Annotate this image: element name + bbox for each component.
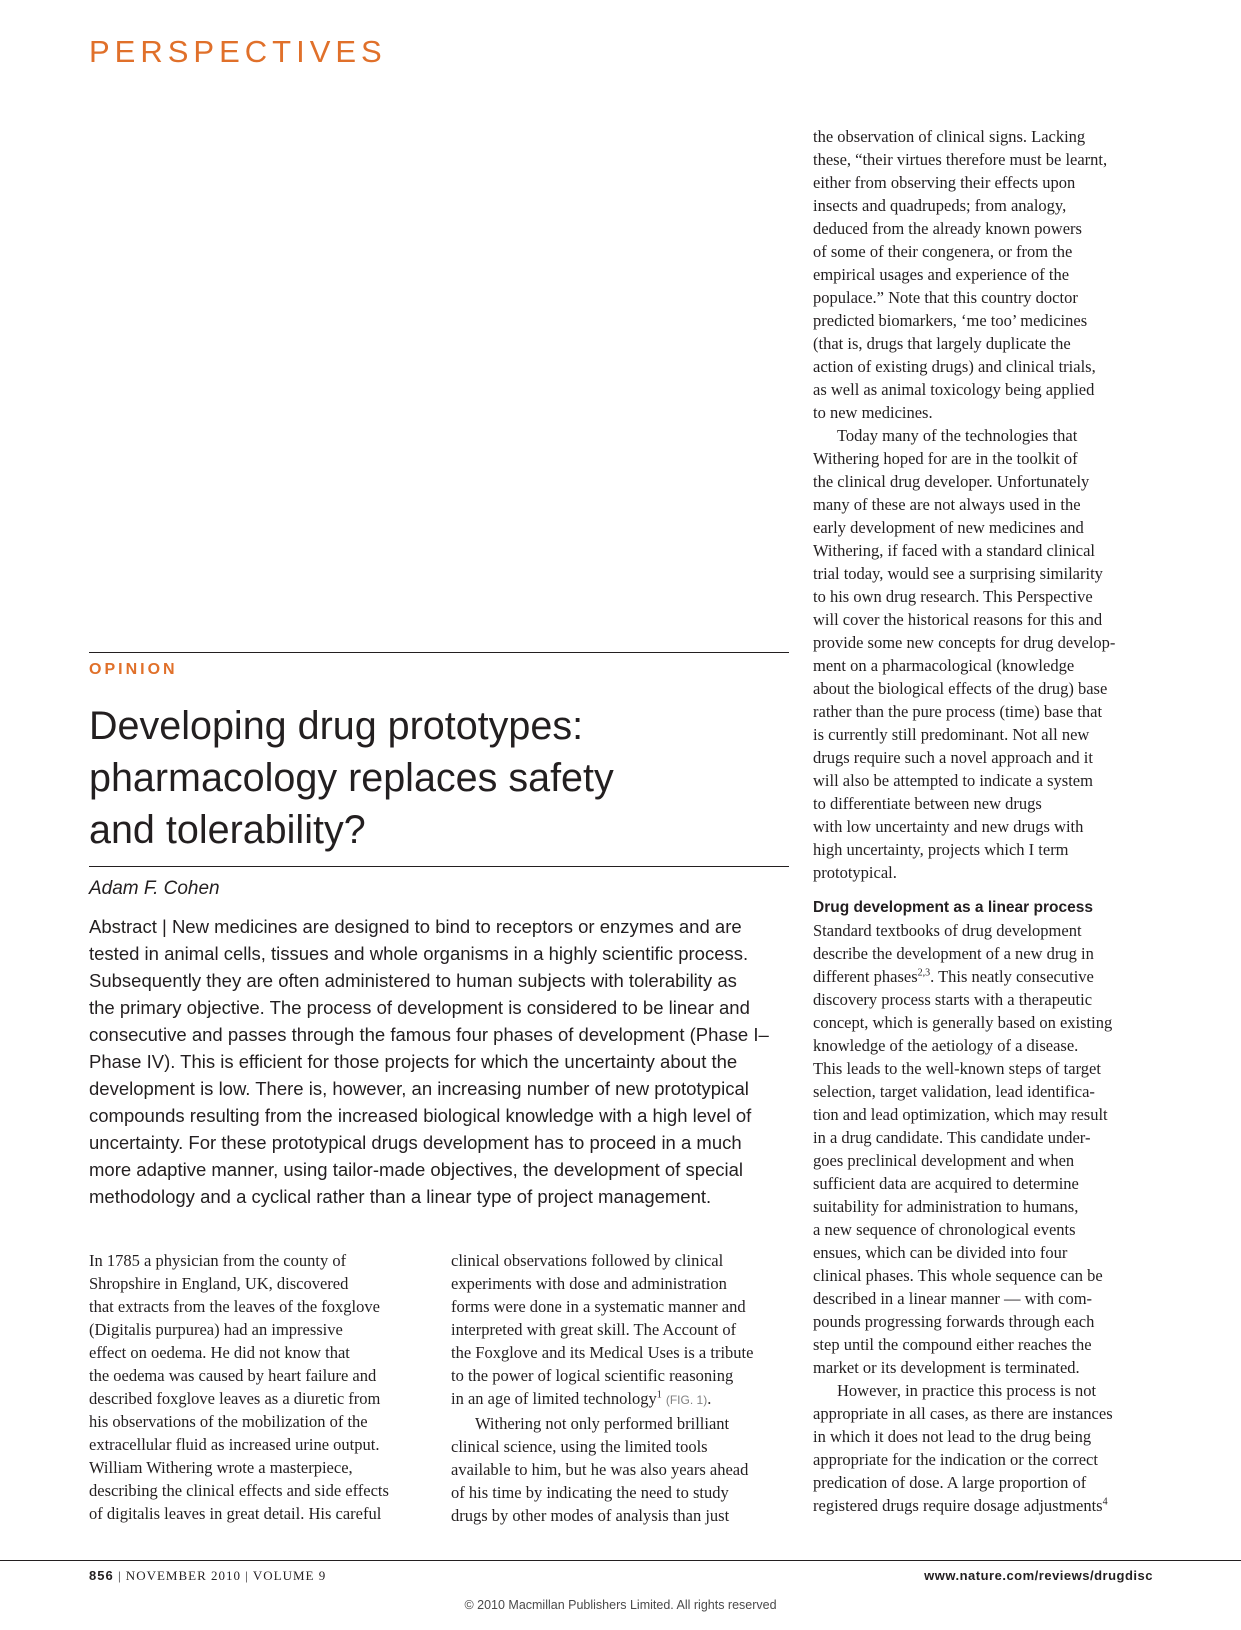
- body-line: effect on oedema. He did not know that: [89, 1343, 350, 1362]
- body-line: provide some new concepts for drug develop-: [813, 633, 1116, 652]
- body-line: ensues, which can be divided into four: [813, 1243, 1068, 1262]
- body-line: these, “their virtues therefore must be learnt,: [813, 150, 1108, 169]
- body-line: deduced from the already known powers: [813, 219, 1082, 238]
- body-line: to his own drug research. This Perspective: [813, 587, 1093, 606]
- abstract-line: methodology and a cyclical rather than a linear type of project management.: [89, 1186, 712, 1207]
- body-line: predicted biomarkers, ‘me too’ medicines: [813, 311, 1088, 330]
- body-line: (that is, drugs that largely duplicate the: [813, 334, 1071, 353]
- body-line: appropriate in all cases, as there are instances: [813, 1404, 1113, 1423]
- abstract-line: the primary objective. The process of development is considered to be linear and: [89, 997, 750, 1018]
- body-line: sufficient data are acquired to determine: [813, 1174, 1079, 1193]
- body-line: Shropshire in England, UK, discovered: [89, 1274, 349, 1293]
- abstract-line: tested in animal cells, tissues and whole organisms in a highly scientific process.: [89, 943, 749, 964]
- body-line: of his time by indicating the need to study: [451, 1483, 729, 1502]
- body-line: Standard textbooks of drug development: [813, 921, 1082, 940]
- body-line: describing the clinical effects and side effects: [89, 1481, 389, 1500]
- body-text: registered drugs require dosage adjustments: [813, 1496, 1103, 1515]
- body-line: goes preclinical development and when: [813, 1151, 1075, 1170]
- body-line: action of existing drugs) and clinical trials,: [813, 357, 1096, 376]
- body-line: the clinical drug developer. Unfortunately: [813, 472, 1090, 491]
- body-line: will also be attempted to indicate a system: [813, 771, 1093, 790]
- body-line: prototypical.: [813, 863, 897, 882]
- body-line: forms were done in a systematic manner and: [451, 1297, 746, 1316]
- body-line: appropriate for the indication or the correct: [813, 1450, 1098, 1469]
- body-line: to differentiate between new drugs: [813, 794, 1042, 813]
- figure-reference-link[interactable]: (FIG. 1): [665, 1393, 708, 1407]
- abstract-line: Subsequently they are often administered to human subjects with tolerability as: [89, 970, 737, 991]
- body-line: to the power of logical scientific reasoning: [451, 1366, 734, 1385]
- body-line: describe the development of a new drug in: [813, 944, 1094, 963]
- body-line: rather than the pure process (time) base that: [813, 702, 1103, 721]
- body-line: empirical usages and experience of the: [813, 265, 1070, 284]
- body-line: to new medicines.: [813, 403, 933, 422]
- body-line: interpreted with great skill. The Account of: [451, 1320, 737, 1339]
- abstract: [89, 913, 789, 1210]
- body-line: high uncertainty, projects which I term: [813, 840, 1069, 859]
- body-line: In 1785 a physician from the county of: [89, 1251, 347, 1270]
- abstract-line: uncertainty. For these prototypical drugs development has to proceed in a much: [89, 1132, 742, 1153]
- body-line: selection, target validation, lead identifica-: [813, 1082, 1095, 1101]
- section-subheading: Drug development as a linear process: [813, 899, 1093, 916]
- body-text: .: [707, 1389, 712, 1408]
- body-line: step until the compound either reaches the: [813, 1335, 1092, 1354]
- body-line: his observations of the mobilization of the: [89, 1412, 368, 1431]
- citation-1[interactable]: 1: [656, 1389, 662, 1401]
- body-line: This leads to the well-known steps of target: [813, 1059, 1101, 1078]
- body-column-2: [451, 1249, 791, 1527]
- body-line: clinical science, using the limited tools: [451, 1437, 708, 1456]
- body-line: many of these are not always used in the: [813, 495, 1081, 514]
- body-line: clinical phases. This whole sequence can be: [813, 1266, 1103, 1285]
- abstract-line: Abstract | New medicines are designed to bind to receptors or enzymes and are: [89, 916, 742, 937]
- title-line: Developing drug prototypes:: [89, 704, 584, 748]
- body-line: will cover the historical reasons for this and: [813, 610, 1103, 629]
- citation-2-3[interactable]: 2,3: [917, 967, 931, 979]
- title-line: pharmacology replaces safety: [89, 756, 614, 800]
- body-line: about the biological effects of the drug) base: [813, 679, 1108, 698]
- body-line: experiments with dose and administration: [451, 1274, 727, 1293]
- body-line: concept, which is generally based on existing: [813, 1013, 1113, 1032]
- body-line: ment on a pharmacological (knowledge: [813, 656, 1075, 675]
- body-line: described in a linear manner — with com-: [813, 1289, 1093, 1308]
- abstract-line: consecutive and passes through the famous four phases of development (Phase I–: [89, 1024, 769, 1045]
- body-column-1: [89, 1249, 429, 1525]
- body-line: knowledge of the aetiology of a disease.: [813, 1036, 1079, 1055]
- body-line: Today many of the technologies that: [837, 426, 1078, 445]
- page-number: 856: [89, 1568, 114, 1583]
- title-line: and tolerability?: [89, 808, 366, 852]
- body-line: described foxglove leaves as a diuretic from: [89, 1389, 381, 1408]
- abstract-line: Phase IV). This is efficient for those projects for which the uncertainty about the: [89, 1051, 738, 1072]
- body-line: Withering not only performed brilliant: [475, 1414, 730, 1433]
- citation-4[interactable]: 4: [1102, 1496, 1108, 1508]
- body-line: William Withering wrote a masterpiece,: [89, 1458, 353, 1477]
- abstract-line: more adaptive manner, using tailor-made objectives, the development of special: [89, 1159, 744, 1180]
- body-line: Withering hoped for are in the toolkit of: [813, 449, 1078, 468]
- body-line: that extracts from the leaves of the foxglove: [89, 1297, 380, 1316]
- body-line: However, in practice this process is not: [837, 1381, 1097, 1400]
- footer-issue-info: [89, 1568, 326, 1584]
- footer-rule: [0, 1560, 1241, 1561]
- body-line: (Digitalis purpurea) had an impressive: [89, 1320, 343, 1339]
- body-line: tion and lead optimization, which may result: [813, 1105, 1108, 1124]
- body-line: the Foxglove and its Medical Uses is a tribute: [451, 1343, 754, 1362]
- body-line-with-citation: [813, 1494, 1158, 1517]
- body-line: drugs by other modes of analysis than just: [451, 1506, 730, 1525]
- body-line: predication of dose. A large proportion of: [813, 1473, 1087, 1492]
- issue-info: | NOVEMBER 2010 | VOLUME 9: [113, 1568, 327, 1583]
- abstract-line: compounds resulting from the increased biological knowledge with a high level of: [89, 1105, 752, 1126]
- body-line: of digitalis leaves in great detail. His careful: [89, 1504, 382, 1523]
- body-line: suitability for administration to humans,: [813, 1197, 1079, 1216]
- author: Adam F. Cohen: [89, 878, 220, 899]
- title-top-rule: [89, 652, 789, 653]
- body-line: early development of new medicines and: [813, 518, 1084, 537]
- body-line: the observation of clinical signs. Lacking: [813, 127, 1086, 146]
- article-title: [89, 700, 759, 856]
- abstract-line: development is low. There is, however, an increasing number of new prototypical: [89, 1078, 749, 1099]
- body-text: different phases: [813, 967, 918, 986]
- body-text: . This neatly consecutive: [930, 967, 1094, 986]
- body-line: drugs require such a novel approach and it: [813, 748, 1093, 767]
- body-line: of some of their congenera, or from the: [813, 242, 1073, 261]
- body-line: trial today, would see a surprising similarity: [813, 564, 1103, 583]
- body-line: the oedema was caused by heart failure and: [89, 1366, 377, 1385]
- body-line: as well as animal toxicology being applied: [813, 380, 1095, 399]
- body-line: extracellular fluid as increased urine output.: [89, 1435, 380, 1454]
- body-text: in an age of limited technology: [451, 1389, 657, 1408]
- body-line-with-citation: [451, 1387, 791, 1412]
- body-line-with-citation: [813, 965, 1158, 988]
- body-line: populace.” Note that this country doctor: [813, 288, 1078, 307]
- body-line: is currently still predominant. Not all new: [813, 725, 1090, 744]
- body-column-3: [813, 125, 1158, 1517]
- body-line: Withering, if faced with a standard clinical: [813, 541, 1096, 560]
- copyright-notice: © 2010 Macmillan Publishers Limited. All rights reserved: [464, 1598, 777, 1612]
- body-line: clinical observations followed by clinical: [451, 1251, 724, 1270]
- body-line: market or its development is terminated.: [813, 1358, 1080, 1377]
- body-line: in a drug candidate. This candidate under-: [813, 1128, 1091, 1147]
- body-line: in which it does not lead to the drug being: [813, 1427, 1092, 1446]
- body-line: either from observing their effects upon: [813, 173, 1076, 192]
- body-line: discovery process starts with a therapeutic: [813, 990, 1093, 1009]
- article-kicker: OPINION: [89, 661, 178, 678]
- section-label: PERSPECTIVES: [89, 34, 387, 69]
- title-bottom-rule: [89, 866, 789, 867]
- body-line: pounds progressing forwards through each: [813, 1312, 1095, 1331]
- body-line: a new sequence of chronological events: [813, 1220, 1076, 1239]
- journal-url-link[interactable]: www.nature.com/reviews/drugdisc: [924, 1568, 1153, 1583]
- body-line: available to him, but he was also years ahead: [451, 1460, 749, 1479]
- body-line: with low uncertainty and new drugs with: [813, 817, 1084, 836]
- body-line: insects and quadrupeds; from analogy,: [813, 196, 1067, 215]
